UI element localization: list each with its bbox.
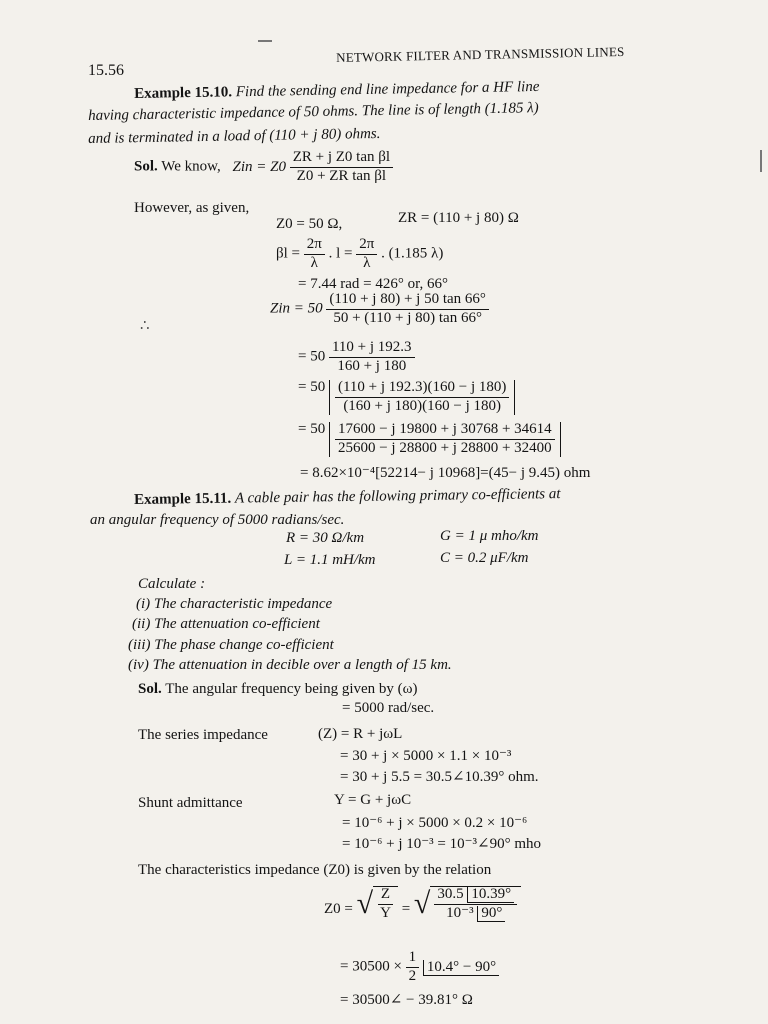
shunt-eq: Y = G + jωC	[334, 792, 412, 808]
example-15-10-line2: having characteristic impedance of 50 ohms. The line is of length (1.185 λ)	[88, 100, 539, 124]
step2-den: 160 + j 180	[337, 357, 407, 374]
step4-bracket	[329, 422, 561, 457]
sq2-num-mag: 30.5	[437, 886, 464, 902]
calculate-heading: Calculate :	[138, 576, 206, 592]
shunt-step-3: = 10⁻⁶ + j 10⁻³ = 10⁻³∠90° mho	[342, 836, 542, 852]
series-label: The series impedance	[138, 727, 268, 743]
param-c: C = 0.2 μF/km	[440, 550, 529, 566]
z0-equation	[324, 886, 521, 922]
step2-fraction	[329, 340, 415, 375]
step4-num: 17600 − j 19800 + j 30768 + 34614	[335, 422, 555, 440]
sq2-den-mag: 10⁻³	[446, 905, 474, 921]
step1-num: (110 + j 80) + j 50 tan 66°	[326, 292, 489, 310]
z0-result-2: = 30500∠ − 39.81° Ω	[340, 992, 473, 1008]
radian-value: = 7.44 rad = 426° or, 66°	[298, 276, 448, 292]
sqrt-2	[414, 886, 521, 922]
scan-mark-right	[760, 150, 762, 172]
therefore-symbol: ∴	[140, 318, 150, 334]
series-eq: (Z) = R + jωL	[318, 726, 403, 742]
step1-lhs: Zin = 50	[270, 300, 323, 317]
sq1-num: Z	[378, 887, 393, 905]
given-z0: Z0 = 50 Ω,	[276, 216, 343, 232]
given-text: However, as given,	[134, 200, 250, 216]
bl-lhs: βl =	[276, 245, 301, 262]
omega-value: = 5000 rad/sec.	[342, 700, 435, 716]
sqrt-1	[357, 886, 398, 922]
problem-text: Find the sending end line impedance for a HF line	[235, 78, 540, 101]
step4-lhs: = 50	[298, 421, 326, 437]
example-15-11-line1	[134, 486, 561, 509]
bl-f1-num: 2π	[304, 237, 325, 255]
zin-step-1	[270, 292, 489, 327]
example-label: Example 15.10.	[134, 84, 233, 102]
half-fraction	[406, 950, 420, 985]
step2-num: 110 + j 192.3	[329, 340, 415, 358]
param-l: L = 1.1 mH/km	[284, 552, 376, 568]
zin-step-4	[298, 421, 561, 457]
bl-mid: . l =	[328, 245, 353, 262]
bl-fraction-2	[356, 237, 377, 272]
half-den: 2	[408, 967, 417, 984]
step3-lhs: = 50	[298, 379, 326, 395]
sqrt-2-fraction	[434, 887, 517, 922]
sq2-den	[443, 905, 508, 922]
bl-f2-num: 2π	[356, 237, 377, 255]
given-zr: ZR = (110 + j 80) Ω	[398, 210, 519, 226]
example-15-10-line3: and is terminated in a load of (110 + j 80) ohms.	[88, 125, 381, 147]
sq2-den-angle: 90°	[477, 906, 505, 922]
example-15-10-line1	[134, 79, 540, 103]
step1-den: 50 + (110 + j 80) tan 66°	[333, 309, 482, 326]
formula-denominator: Z0 + ZR tan βl	[296, 167, 387, 184]
series-step-2: = 30 + j × 5000 × 1.1 × 10⁻³	[340, 748, 512, 764]
sol-text: We know,	[161, 158, 221, 175]
step3-den: (160 + j 180)(160 − j 180)	[343, 397, 502, 414]
step3-fraction	[335, 380, 509, 415]
calc-item-1: (i) The characteristic impedance	[136, 596, 333, 612]
formula-zin	[134, 150, 393, 185]
sq1-den: Y	[380, 905, 391, 921]
bl-f2-den: λ	[363, 254, 371, 271]
problem-text-2: A cable pair has the following primary co-efficients at	[234, 486, 561, 507]
z0-result-1	[340, 950, 499, 985]
page-number: 15.56	[88, 62, 124, 79]
sqrt-1-content	[373, 886, 398, 922]
characteristic-impedance-text: The characteristics impedance (Z0) is given by the relation	[138, 862, 492, 878]
r1-angle: 10.4° − 90°	[423, 960, 499, 976]
beta-l-equation	[276, 237, 443, 272]
sol-label-2: Sol.	[138, 681, 162, 697]
param-g: G = 1 μ mho/km	[440, 528, 539, 544]
step3-bracket	[329, 380, 515, 415]
formula-lhs: Zin = Z0	[232, 158, 286, 175]
r1-prefix: = 30500 ×	[340, 958, 402, 975]
sq2-num-angle: 10.39°	[467, 887, 514, 903]
sol-text-2: The angular frequency being given by (ω)	[165, 681, 418, 697]
shunt-label: Shunt admittance	[138, 795, 243, 811]
sol-label: Sol.	[134, 158, 158, 175]
radical-icon: √	[413, 887, 431, 920]
calc-item-3: (iii) The phase change co-efficient	[128, 637, 334, 653]
formula-fraction	[290, 150, 393, 185]
calc-item-4: (iv) The attenuation in decible over a length of 15 km.	[128, 657, 452, 673]
series-step-3: = 30 + j 5.5 = 30.5∠10.39° ohm.	[340, 769, 539, 785]
step4-den: 25600 − j 28800 + j 28800 + 32400	[337, 439, 552, 456]
sq2-num	[434, 887, 517, 905]
half-num: 1	[406, 950, 420, 968]
sqrt-1-fraction	[377, 887, 394, 922]
param-r: R = 30 Ω/km	[286, 530, 365, 546]
sol-2	[138, 681, 418, 698]
zin-result: = 8.62×10⁻⁴[52214− j 10968]=(45− j 9.45) ohm	[300, 465, 591, 481]
step3-num: (110 + j 192.3)(160 − j 180)	[335, 380, 509, 398]
zin-step-3	[298, 379, 515, 415]
equals-sign: =	[401, 901, 411, 917]
example-15-11-line2: an angular frequency of 5000 radians/sec.	[90, 512, 345, 528]
bl-tail: . (1.185 λ)	[381, 245, 444, 262]
bl-fraction-1	[304, 237, 325, 272]
shunt-step-2: = 10⁻⁶ + j × 5000 × 0.2 × 10⁻⁶	[342, 815, 528, 831]
bl-f1-den: λ	[310, 254, 318, 271]
z0-lhs: Z0 =	[324, 901, 353, 917]
step4-fraction	[335, 422, 555, 457]
scan-mark-top	[258, 40, 272, 42]
sqrt-2-content	[430, 886, 521, 922]
radical-icon: √	[356, 887, 374, 920]
step2-lhs: = 50	[298, 348, 326, 365]
example-label-2: Example 15.11.	[134, 490, 232, 508]
calc-item-2: (ii) The attenuation co-efficient	[132, 616, 320, 632]
running-title: NETWORK FILTER AND TRANSMISSION LINES	[336, 43, 625, 65]
step1-fraction	[326, 292, 489, 327]
formula-numerator: ZR + j Z0 tan βl	[290, 150, 393, 168]
zin-step-2	[298, 340, 415, 375]
